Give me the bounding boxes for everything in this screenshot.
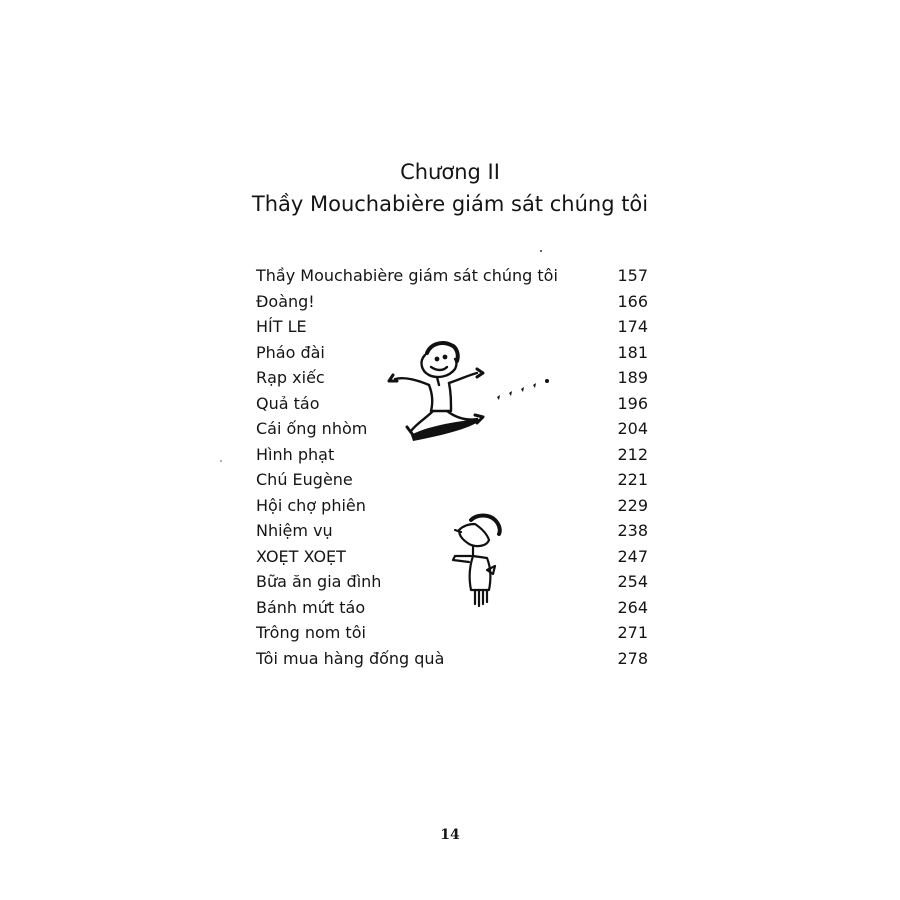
toc-title: Cái ống nhòm [256, 419, 368, 438]
toc-row [256, 289, 648, 315]
toc-page: 189 [617, 368, 648, 387]
toc-page: 204 [617, 419, 648, 438]
toc-title: XOẸT XOẸT [256, 546, 346, 566]
toc-title: Trông nom tôi [256, 623, 366, 642]
chapter-title: Thầy Mouchabière giám sát chúng tôi [251, 192, 649, 216]
toc-row [256, 646, 648, 672]
toc-row [256, 620, 648, 646]
toc-page: 166 [617, 291, 648, 311]
toc-page: 271 [617, 623, 648, 642]
toc-title: Bữa ăn gia đình [256, 572, 382, 591]
toc-page: 264 [617, 597, 648, 617]
toc-page: 238 [617, 521, 648, 540]
toc-title: Hình phạt [256, 444, 335, 464]
toc-page: 157 [617, 266, 648, 285]
toc-row [256, 263, 648, 289]
toc-title: Đoàng! [256, 291, 315, 311]
speck [540, 250, 542, 252]
page-number: 14 [440, 827, 460, 843]
speck [220, 460, 222, 462]
toc-row [256, 442, 648, 468]
toc-title: Tôi mua hàng đống quà [256, 648, 445, 668]
toc-title: Pháo đài [256, 342, 325, 362]
toc-title: Bánh mứt táo [256, 597, 366, 617]
toc-row [256, 467, 648, 493]
running-boy-illustration [385, 335, 560, 445]
toc-page: 247 [617, 546, 648, 566]
toc-title: Nhiệm vụ [256, 521, 333, 540]
toc-page: 254 [617, 572, 648, 591]
toc-title: Hội chợ phiên [256, 495, 366, 515]
toc-title: Thầy Mouchabière giám sát chúng tôi [256, 266, 558, 285]
toc-page: 229 [617, 495, 648, 515]
toc-page: 196 [617, 393, 648, 413]
toc-title: HÍT LE [256, 317, 307, 336]
toc-title: Quả táo [256, 393, 320, 413]
toc-title: Rạp xiếc [256, 368, 325, 387]
toc-page: 221 [617, 470, 648, 489]
toc-page: 174 [617, 317, 648, 336]
toc-page: 212 [617, 444, 648, 464]
toc-page: 181 [617, 342, 648, 362]
toc-page: 278 [617, 648, 648, 668]
standing-boy-illustration [445, 510, 510, 610]
chapter-label: Chương II [400, 160, 500, 184]
toc-title: Chú Eugène [256, 470, 353, 489]
